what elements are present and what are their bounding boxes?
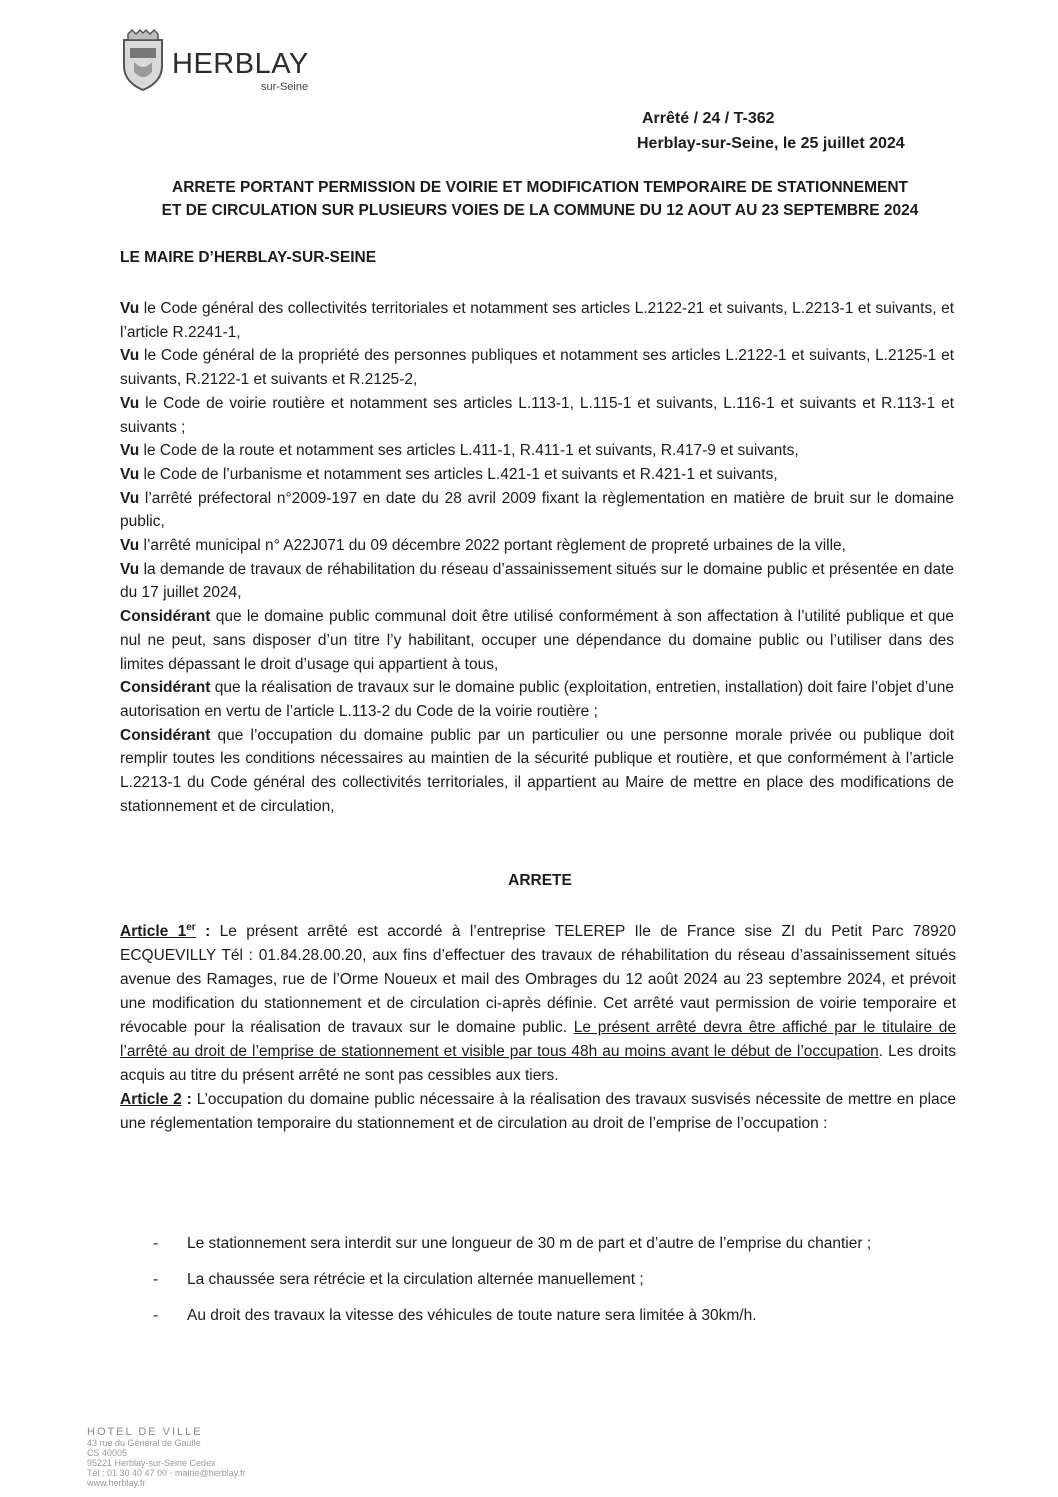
considerant-paragraph	[120, 605, 954, 676]
visa-text: le Code général de la propriété des personnes publiques et notamment ses articles L.2122-1 et suivants, L.2125-1 et suivants, R.2122-1 et suivants et R.2125-2,	[120, 347, 954, 389]
bullet-dash: -	[153, 1271, 159, 1288]
bullet-dash: -	[153, 1235, 159, 1252]
visa-text: le Code de voirie routière et notamment ses articles L.113-1, L.115-1 et suivants, L.116-1 et suivants et R.113-1 et suivants ;	[120, 394, 954, 436]
list-item	[153, 1298, 959, 1334]
considerant-paragraph	[120, 676, 954, 723]
visa-lead: Vu	[120, 537, 140, 555]
article-1-label-text: Article 1	[120, 923, 187, 941]
considerant-lead: Considérant	[120, 679, 211, 697]
considerant-text: que la réalisation de travaux sur le domaine public (exploitation, entretien, installation) doit faire l’objet d’une autorisation en vertu de l’article L.113-2 du Code de la voirie routière ;	[120, 679, 955, 720]
article-1-display-notice: Le présent arrêté devra être affiché par le titulaire de l’arrêté au droit de l’emprise de stationnement et visible par tous 48h au moins avant le début de l’occupation	[120, 1019, 956, 1061]
title-line: ARRETE PORTANT PERMISSION DE VOIRIE ET MODIFICATION TEMPORAIRE DE STATIONNEMENT	[172, 179, 908, 196]
list-item-text: Au droit des travaux la vitesse des véhicules de toute nature sera limitée à 30km/h.	[187, 1307, 757, 1324]
article-1-tail: . Les droits acquis au titre du présent arrêté ne sont pas cessibles aux tiers.	[120, 1043, 956, 1085]
visa-paragraph	[120, 297, 954, 344]
visa-text: le Code de la route et notamment ses articles L.411-1, R.411-1 et suivants, R.417-9 et suivants,	[139, 442, 799, 460]
footer-heading: HOTEL DE VILLE	[87, 1426, 203, 1438]
visa-lead: Vu	[120, 465, 140, 483]
considerant-lead: Considérant	[120, 726, 211, 744]
article-1-separator: :	[195, 923, 220, 941]
city-name: HERBLAY	[172, 48, 309, 80]
article-1-label	[120, 923, 196, 940]
visa-lead: Vu	[120, 347, 140, 365]
article-2	[120, 1088, 956, 1136]
footer-website: www.herblay.fr	[87, 1478, 146, 1488]
list-item	[153, 1262, 959, 1298]
considerant-text: que l’occupation du domaine public par un particulier ou une personne morale privée ou publique doit remplir toutes les conditions nécessaires au maintien de la sécurité publique et routière, et que conformément à l’article L.2213-1 du Code général des collectivités territoriales, il appartient au Maire de mettre en place des modifications de stationnement et de circulation,	[120, 726, 954, 815]
visa-paragraph	[120, 392, 954, 439]
footer-city: 95221 Herblay-sur-Seine Cedex	[87, 1458, 216, 1468]
city-subname: sur-Seine	[261, 81, 309, 93]
list-item	[153, 1226, 959, 1262]
article-1	[120, 916, 956, 1088]
place-and-date: Herblay-sur-Seine, le 25 juillet 2024	[637, 135, 905, 152]
visa-lead: Vu	[120, 442, 140, 460]
visa-text: le Code général des collectivités territoriales et notamment ses articles L.2122-21 et suivants, L.2213-1 et suivants, et l’article R.2241-1,	[120, 300, 954, 341]
considerant-text: que le domaine public communal doit être utilisé conformément à son affectation à l’utilité publique et que nul ne peut, sans disposer d’un titre l’y habilitant, occuper une dépendance du domaine public ou l’utiliser dans des limites dépassant le droit d’usage qui appartient à tous,	[120, 608, 954, 673]
considerant-lead: Considérant	[120, 608, 211, 626]
visa-lead: Vu	[120, 489, 140, 507]
articles-section	[120, 916, 956, 1136]
visa-lead: Vu	[120, 560, 140, 578]
visa-text: l’arrêté municipal n° A22J071 du 09 décembre 2022 portant règlement de propreté urbaines de la ville,	[139, 537, 846, 555]
visa-lead: Vu	[120, 394, 140, 412]
article-2-separator: :	[181, 1091, 197, 1109]
article-1-text: Le présent arrêté est accordé à l’entreprise TELEREP Ile de France sise ZI du Petit Parc 78920 ECQUEVILLY Tél : 01.84.28.00.20, aux fins d’effectuer des travaux de réhabilitation du réseau d’assainissement situés avenue des Ramages, rue de l’Orme Noueux et mail des Ombrages du 12 août 2024 au 23 septembre 2024, et prévoit une modification du stationnement et de circulation ci-après définie. Cet arrêté vaut permission de voirie temporaire et révocable pour la réalisation de travaux sur le domaine public.	[120, 923, 956, 1037]
visa-text: l’arrêté préfectoral n°2009-197 en date du 28 avril 2009 fixant la règlementation en matière de bruit sur le domaine public,	[120, 489, 954, 531]
visa-text: le Code de l’urbanisme et notamment ses articles L.421-1 et suivants et R.421-1 et suivants,	[139, 465, 778, 483]
footer-contact: Tél : 01 30 40 47 00 - mairie@herblay.fr	[87, 1468, 246, 1478]
city-logo	[118, 28, 338, 100]
bullet-dash: -	[153, 1307, 159, 1324]
visa-paragraph	[120, 463, 954, 487]
decree-reference: Arrêté / 24 / T-362	[642, 110, 775, 127]
coat-of-arms-icon	[118, 28, 168, 92]
visa-paragraph	[120, 534, 954, 558]
visa-text: la demande de travaux de réhabilitation du réseau d’assainissement situés sur le domaine public et présentée en date du 17 juillet 2024,	[120, 560, 954, 602]
article-2-label: Article 2	[120, 1091, 182, 1109]
list-item-text: Le stationnement sera interdit sur une longueur de 30 m de part et d’autre de l’emprise du chantier ;	[187, 1235, 872, 1252]
visa-paragraph	[120, 487, 954, 534]
considerant-paragraph	[120, 724, 954, 819]
visa-lead: Vu	[120, 300, 140, 317]
mayor-heading: LE MAIRE D’HERBLAY-SUR-SEINE	[120, 249, 377, 266]
article-2-text: L’occupation du domaine public nécessaire à la réalisation des travaux susvisés nécessite de mettre en place une réglementation temporaire du stationnement et de circulation au droit de l’emprise de l’occupation :	[120, 1091, 956, 1133]
visa-paragraph	[120, 558, 954, 605]
town-hall-footer	[87, 1426, 246, 1488]
visa-paragraph	[120, 344, 954, 391]
visas-section	[120, 297, 954, 818]
article-1-label-sup: er	[186, 922, 196, 933]
list-item-text: La chaussée sera rétrécie et la circulation alternée manuellement ;	[187, 1271, 644, 1288]
visa-paragraph	[120, 439, 954, 463]
measures-list	[153, 1226, 959, 1334]
footer-address: 43 rue du Général de Gaulle	[87, 1438, 201, 1448]
document-title	[100, 176, 980, 222]
footer-postbox: CS 40005	[87, 1448, 128, 1458]
title-line: ET DE CIRCULATION SUR PLUSIEURS VOIES DE LA COMMUNE DU 12 AOUT AU 23 SEPTEMBRE 2024	[161, 202, 919, 219]
decree-heading: ARRETE	[508, 872, 572, 889]
